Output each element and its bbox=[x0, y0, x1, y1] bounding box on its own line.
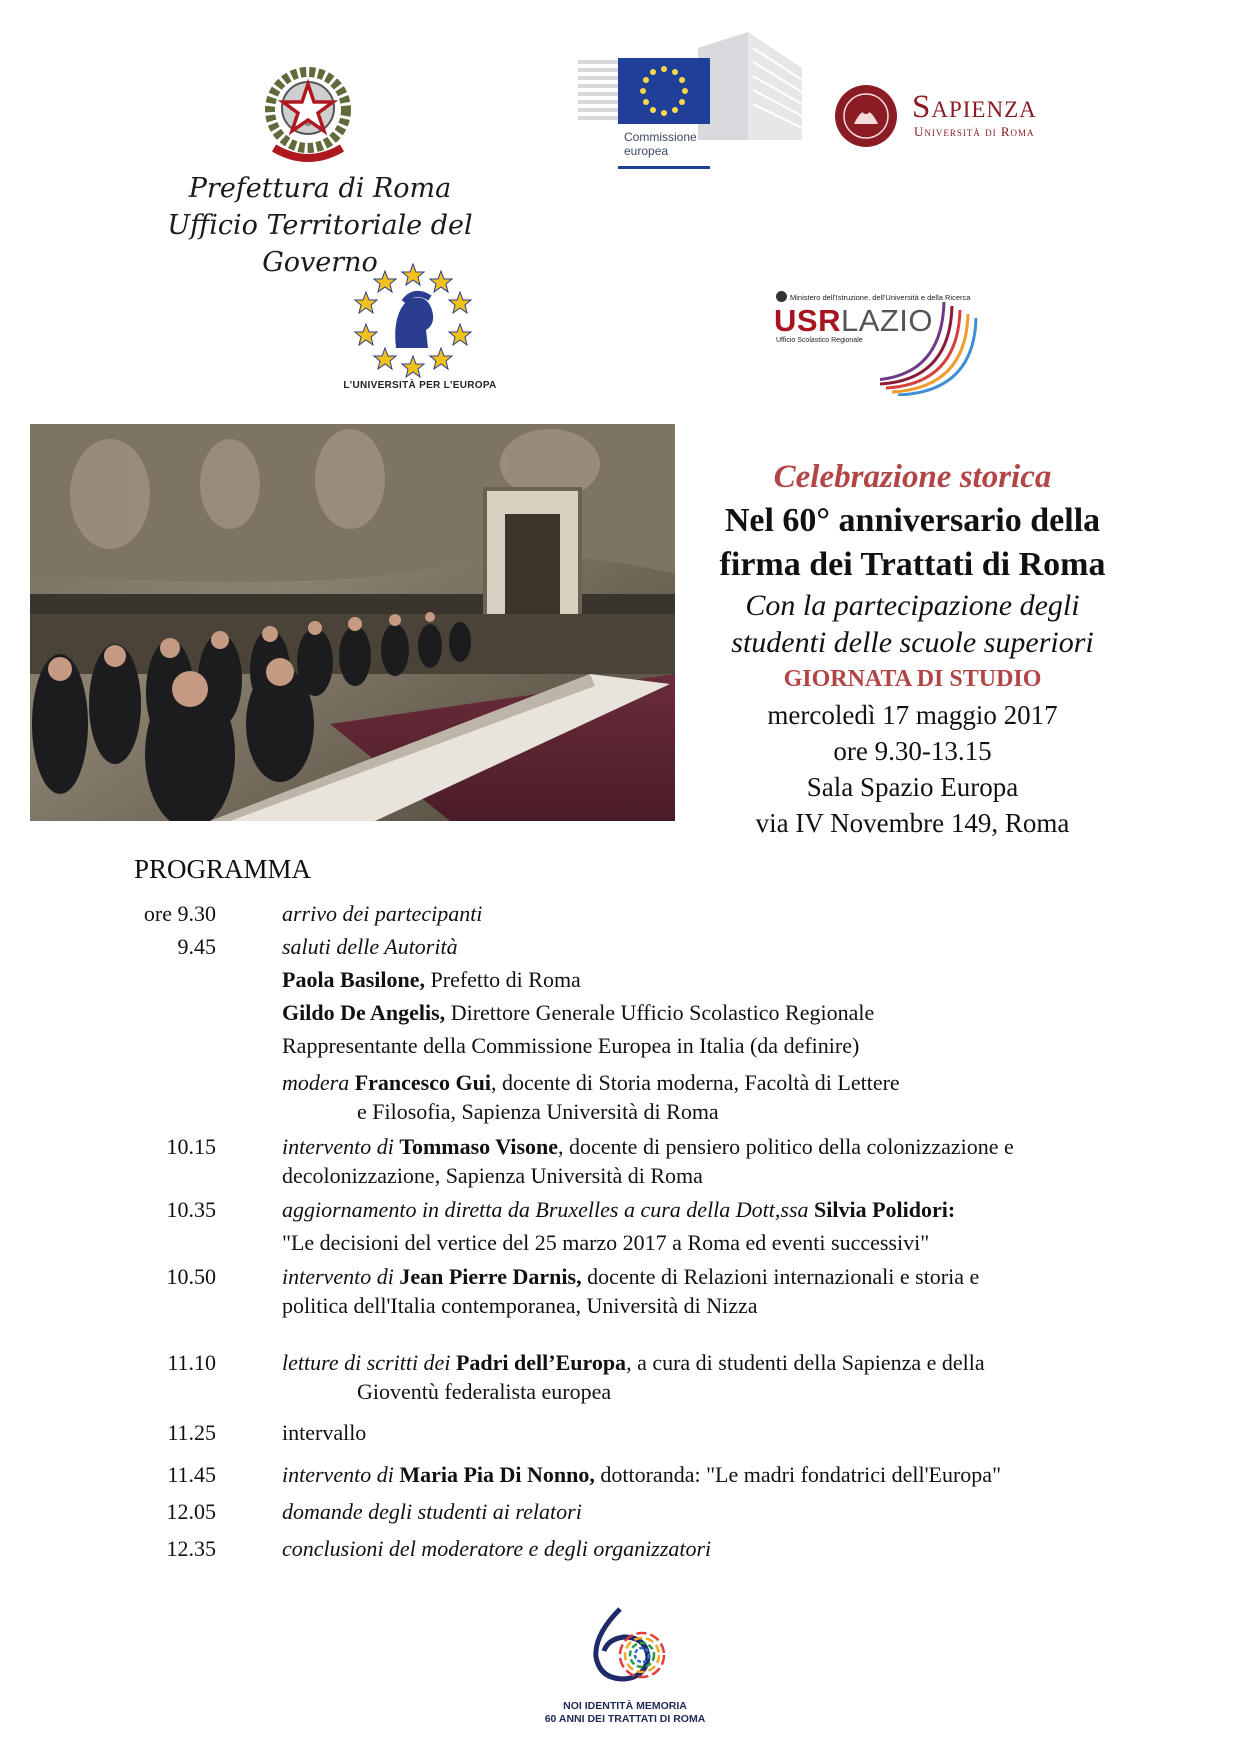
speaker-line: Rappresentante della Commissione Europea in Italia (da definire) bbox=[282, 1033, 860, 1058]
sapienza-seal-icon bbox=[834, 84, 898, 148]
usr-word-b: LAZIO bbox=[840, 303, 934, 338]
prefettura-line2: Ufficio Territoriale del Governo bbox=[167, 210, 473, 278]
treaty-signing-photo bbox=[30, 424, 675, 821]
row-text bbox=[282, 1195, 1142, 1257]
row-text bbox=[282, 1262, 1142, 1320]
sixty-years-treaties-logo-icon bbox=[580, 1605, 670, 1685]
italian-republic-emblem-icon bbox=[262, 60, 354, 170]
universita-per-europa-logo-icon bbox=[352, 262, 474, 382]
event-address: via IV Novembre 149, Roma bbox=[755, 808, 1070, 838]
ec-caption bbox=[624, 130, 724, 158]
headline-line2: firma dei Trattati di Roma bbox=[719, 546, 1106, 583]
event-venue: Sala Spazio Europa bbox=[806, 772, 1019, 802]
participation-line2: studenti delle scuole superiori bbox=[731, 626, 1094, 659]
speaker-role: Prefetto di Roma bbox=[425, 967, 581, 992]
row-text bbox=[282, 1460, 1142, 1489]
moderator-name: Francesco Gui bbox=[354, 1070, 491, 1095]
bottom-line2: 60 ANNI DEI TRATTATI DI ROMA bbox=[544, 1713, 706, 1725]
bottom-line1: NOI IDENTITÀ MEMORIA bbox=[563, 1700, 687, 1712]
row-text bbox=[282, 932, 1142, 1126]
moderator-role-cont: e Filosofia, Sapienza Università di Roma bbox=[357, 1099, 719, 1124]
upe-caption: L'UNIVERSITÀ PER L'EUROPA bbox=[343, 380, 497, 391]
speaker-role-cont: decolonizzazione, Sapienza Università di Roma bbox=[282, 1163, 703, 1188]
event-time: ore 9.30-13.15 bbox=[833, 736, 992, 766]
speaker-name: Maria Pia Di Nonno, bbox=[399, 1462, 595, 1487]
ec-line1: Commissione bbox=[624, 130, 697, 144]
speaker-name: Jean Pierre Darnis, bbox=[399, 1264, 582, 1289]
event-subtitle: Celebrazione storica bbox=[773, 459, 1052, 495]
speaker-role: , a cura di studenti della Sapienza e della bbox=[626, 1350, 985, 1375]
speaker-role: dottoranda: "Le madri fondatrici dell'Europa" bbox=[594, 1462, 1002, 1487]
row-intro: intervento di bbox=[282, 1264, 400, 1289]
row-time: ore 9.30 bbox=[143, 901, 216, 926]
speaker-name: Tommaso Visone bbox=[399, 1134, 559, 1159]
usr-ministry: Ministero dell'Istruzione, dell'Università e della Ricerca bbox=[790, 293, 971, 302]
headline-line1: Nel 60° anniversario della bbox=[724, 502, 1101, 539]
event-participation bbox=[680, 587, 1145, 661]
row-time: 10.50 bbox=[166, 1264, 216, 1289]
moderator-label: modera bbox=[282, 1070, 355, 1095]
row-text: domande degli studenti ai relatori bbox=[282, 1499, 582, 1524]
row-time: 11.45 bbox=[167, 1462, 216, 1487]
speaker-name: Silvia Polidori: bbox=[814, 1197, 956, 1222]
row-text: intervallo bbox=[282, 1420, 367, 1445]
ministry-emblem-icon bbox=[776, 291, 787, 302]
usr-arcs-icon bbox=[880, 300, 980, 396]
moderator-line bbox=[282, 1068, 1142, 1126]
speaker-name: Paola Basilone, bbox=[282, 967, 426, 992]
row-text: arrivo dei partecipanti bbox=[282, 901, 483, 926]
speaker-role: docente di Relazioni internazionali e storia e bbox=[581, 1264, 980, 1289]
greetings-label: saluti delle Autorità bbox=[282, 934, 458, 959]
speaker-role: , docente di pensiero politico della colonizzazione e bbox=[558, 1134, 1014, 1159]
prefettura-line1: Prefettura di Roma bbox=[188, 173, 452, 204]
talk-title: "Le decisioni del vertice del 25 marzo 2017 a Roma ed eventi successivi" bbox=[282, 1230, 930, 1255]
row-intro: letture di scritti dei bbox=[282, 1350, 456, 1375]
speaker-role-cont: Gioventù federalista europea bbox=[357, 1379, 612, 1404]
row-intro: intervento di bbox=[282, 1462, 400, 1487]
giornata-label: GIORNATA DI STUDIO bbox=[783, 666, 1042, 692]
row-intro: aggiornamento in diretta da Bruxelles a cura della Dott,ssa bbox=[282, 1197, 815, 1222]
event-headline bbox=[680, 499, 1145, 587]
programme-heading: PROGRAMMA bbox=[134, 854, 312, 884]
row-time: 10.35 bbox=[166, 1197, 216, 1222]
speaker-line bbox=[282, 965, 1142, 994]
row-intro: intervento di bbox=[282, 1134, 400, 1159]
speaker-role: Direttore Generale Ufficio Scolastico Regionale bbox=[445, 1000, 875, 1025]
moderator-role: , docente di Storia moderna, Facoltà di Lettere bbox=[490, 1070, 900, 1095]
row-time: 9.45 bbox=[177, 934, 216, 959]
usr-subtitle: Ufficio Scolastico Regionale bbox=[776, 337, 863, 344]
bottom-logo-caption bbox=[520, 1700, 730, 1726]
row-text bbox=[282, 1348, 1142, 1406]
usr-word-a: USR bbox=[774, 303, 841, 338]
row-time: 11.10 bbox=[167, 1350, 216, 1375]
row-time: 10.15 bbox=[166, 1134, 216, 1159]
event-title-block bbox=[680, 455, 1145, 841]
speaker-line bbox=[282, 998, 1142, 1027]
sapienza-subtitle: Università di Roma bbox=[914, 124, 1035, 139]
sapienza-name: Sapienza bbox=[912, 89, 1037, 125]
row-time: 12.05 bbox=[166, 1499, 216, 1524]
speaker-name: Gildo De Angelis, bbox=[282, 1000, 446, 1025]
row-time: 12.35 bbox=[166, 1536, 216, 1561]
row-time: 11.25 bbox=[167, 1420, 216, 1445]
ec-line2: europea bbox=[624, 144, 669, 158]
speaker-role-cont: politica dell'Italia contemporanea, Università di Nizza bbox=[282, 1293, 758, 1318]
row-text bbox=[282, 1132, 1142, 1190]
participation-line1: Con la partecipazione degli bbox=[745, 589, 1080, 622]
row-text: conclusioni del moderatore e degli organizzatori bbox=[282, 1536, 712, 1561]
speaker-name: Padri dell’Europa bbox=[455, 1350, 627, 1375]
event-date: mercoledì 17 maggio 2017 bbox=[767, 700, 1058, 730]
